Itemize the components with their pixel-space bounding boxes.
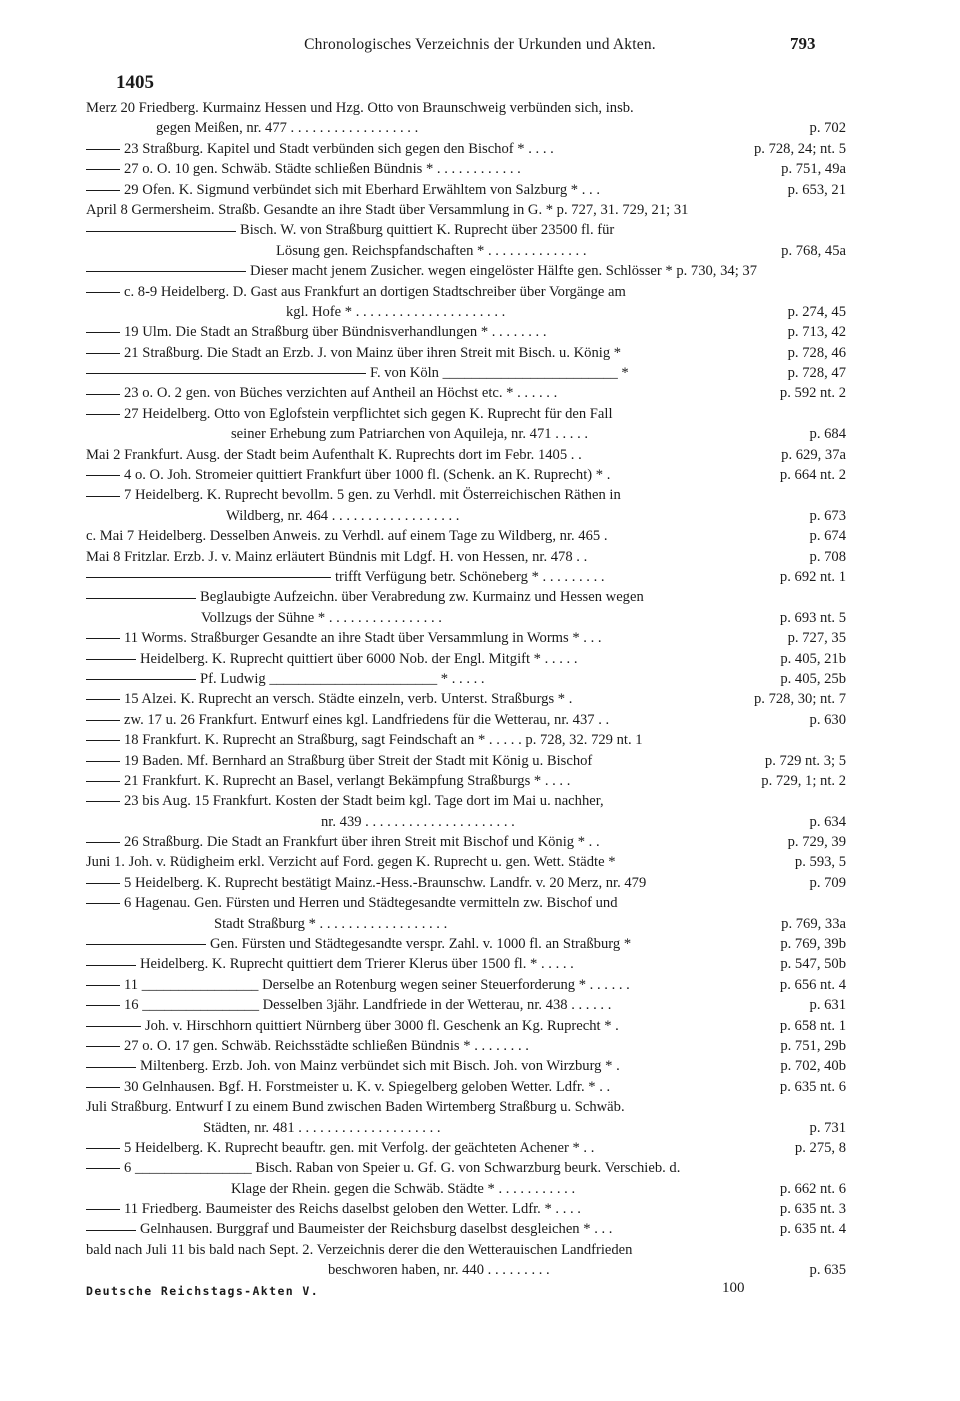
entry-text: 5 Heidelberg. K. Ruprecht beauftr. gen. mit Verfolg. der geächteten Achener * . . [124,1139,595,1156]
entry-text: Merz 20 Friedberg. Kurmainz Hessen und Hzg. Otto von Braunschweig verbünden sich, insb. [86,100,634,116]
page-reference: p. 731 [806,1118,846,1138]
ditto-rule [86,903,120,904]
entry-text: 7 Heidelberg. K. Ruprecht bevollm. 5 gen. zu Verhdl. mit Österreichischen Räthen in [124,487,621,504]
entry-text: Städten, nr. 481 . . . . . . . . . . . . . . . . . . . . [203,1119,441,1136]
ditto-rule [86,761,120,762]
entry-text: kgl. Hofe * . . . . . . . . . . . . . . . . . . . . . [286,303,506,320]
ditto-rule [86,638,120,639]
ditto-rule [86,1046,120,1047]
entry-line [86,995,846,1015]
ditto-rule [86,801,120,802]
page-reference: p. 768, 45a [777,241,846,261]
entry-line [86,1138,846,1158]
ditto-rule [86,1168,120,1169]
page-reference: p. 673 [806,506,846,526]
entry-line [86,445,846,465]
entry-text: Mai 8 Fritzlar. Erzb. J. v. Mainz erläutert Bündnis mit Ldgf. H. von Hessen, nr. 478 . . [86,548,588,565]
ditto-rule [86,577,331,578]
entry-line [86,261,846,281]
entry-text: Pf. Ludwig _______________________ * . . . . . [200,670,485,687]
entry-text: 11 ________________ Derselbe an Rotenburg wegen seiner Steuerforderung * . . . . . . [124,976,630,993]
page-reference: p. 751, 49a [777,159,846,179]
ditto-rule [86,149,120,150]
ditto-rule [86,271,246,272]
page-reference: p. 547, 50b [776,954,846,974]
ditto-rule [86,394,120,395]
ditto-rule [86,720,120,721]
entry-line [86,1179,846,1199]
entry-line [86,628,846,648]
ditto-rule [86,1026,141,1027]
entry-text: seiner Erhebung zum Patriarchen von Aquileja, nr. 471 . . . . . [231,426,589,443]
page-reference: p. 728, 46 [784,343,846,363]
entry-text: 5 Heidelberg. K. Ruprecht bestätigt Mainz.-Hess.-Braunschw. Landfr. v. 20 Merz, nr. 479 [124,874,647,891]
entry-text: 21 Frankfurt. K. Ruprecht an Basel, verlangt Bekämpfung Straßburgs * . . . . [124,772,571,789]
entry-text: beschworen haben, nr. 440 . . . . . . . . . [328,1262,550,1279]
page-reference: p. 635 nt. 3 [776,1199,846,1219]
page-reference: p. 702, 40b [776,1056,846,1076]
entry-text: nr. 439 . . . . . . . . . . . . . . . . . . . . . [321,813,515,830]
entry-text: c. Mai 7 Heidelberg. Desselben Anweis. zu Verhdl. auf einem Tage zu Wildberg, nr. 465 . [86,528,608,545]
entry-line [86,587,846,607]
entry-text: Bisch. W. von Straßburg quittiert K. Ruprecht über 23500 fl. für [240,222,615,239]
ditto-rule [86,1148,120,1149]
entry-line [86,1077,846,1097]
entry-text: 29 Ofen. K. Sigmund verbündet sich mit Eberhard Erwähltem von Salzburg * . . . [124,181,600,198]
page-reference: p. 728, 47 [784,363,846,383]
entry-line [86,424,846,444]
entry-text: Joh. v. Hirschhorn quittiert Nürnberg über 3000 fl. Geschenk an Kg. Ruprecht * . [145,1017,619,1034]
entry-text: 21 Straßburg. Die Stadt an Erzb. J. von Mainz über ihren Streit mit Bisch. u. König * [124,344,622,361]
entry-text: 30 Gelnhausen. Bgf. H. Forstmeister u. K. v. Spiegelberg geloben Wetter. Ldfr. * . . [124,1078,611,1095]
entry-line [86,669,846,689]
entry-line [86,485,846,505]
page-reference: p. 769, 39b [776,934,846,954]
entry-text: F. von Köln ________________________ * [370,365,629,382]
entry-line [86,1097,846,1117]
entry-line [86,567,846,587]
ditto-rule [86,598,196,599]
page-reference: p. 653, 21 [784,180,846,200]
entry-text: bald nach Juli 11 bis bald nach Sept. 2. Verzeichnis derer die den Wetterauischen Landfrieden [86,1241,633,1258]
entry-text: 4 o. O. Joh. Stromeier quittiert Frankfurt über 1000 fl. (Schenk. an K. Ruprecht) * . [124,467,611,484]
page-reference: p. 728, 30; nt. 7 [750,689,846,709]
entry-line [86,771,846,791]
page-reference: p. 593, 5 [791,852,846,872]
entry-text: trifft Verfügung betr. Schöneberg * . . . . . . . . . [335,568,605,585]
page-reference: p. 658 nt. 1 [776,1016,846,1036]
page-reference: p. 656 nt. 4 [776,975,846,995]
ditto-rule [86,190,120,191]
entry-text: gegen Meißen, nr. 477 . . . . . . . . . . . . . . . . . . [156,120,419,137]
page-reference: p. 635 nt. 4 [776,1219,846,1239]
page-reference: p. 275, 8 [791,1138,846,1158]
entry-line [86,1260,846,1280]
entry-text: 15 Alzei. K. Ruprecht an versch. Städte einzeln, verb. Unterst. Straßburgs * . [124,691,573,708]
page-reference: p. 728, 24; nt. 5 [750,139,846,159]
ditto-rule [86,699,120,700]
entry-text: 11 Friedberg. Baumeister des Reichs daselbst geloben den Wetter. Ldfr. * . . . . [124,1201,581,1218]
entry-line [86,363,846,383]
entry-text: Wildberg, nr. 464 . . . . . . . . . . . . . . . . . . [226,507,460,524]
page-reference: p. 693 nt. 5 [776,608,846,628]
ditto-rule [86,373,366,374]
ditto-rule [86,781,120,782]
entry-text: Stadt Straßburg * . . . . . . . . . . . . . . . . . . [214,915,448,932]
page-reference: p. 684 [806,424,846,444]
entry-text: Vollzugs der Sühne * . . . . . . . . . . . . . . . . [201,609,442,626]
entry-text: 19 Ulm. Die Stadt an Straßburg über Bündnisverhandlungen * . . . . . . . . [124,324,547,341]
entry-line [86,710,846,730]
entry-line [86,812,846,832]
entry-text: 18 Frankfurt. K. Ruprecht an Straßburg, sagt Feindschaft an * . . . . . p. 728, 32. 729 nt. 1 [124,732,643,749]
entry-line [86,1056,846,1076]
page-reference: p. 751, 29b [776,1036,846,1056]
entry-line [86,954,846,974]
entry-line [86,751,846,771]
entry-text: 6 ________________ Bisch. Raban von Speier u. Gf. G. von Schwarzburg beurk. Verschieb. d. [124,1160,681,1177]
ditto-rule [86,1230,136,1231]
page-reference: p. 631 [806,995,846,1015]
entry-line [86,893,846,913]
ditto-rule [86,332,120,333]
entry-line [86,649,846,669]
entry-line [86,791,846,811]
entry-line [86,200,846,220]
entry-text: Klage der Rhein. gegen die Schwäb. Städte * . . . . . . . . . . . [231,1180,576,1197]
page-reference: p. 634 [806,812,846,832]
entry-text: Juli Straßburg. Entwurf I zu einem Bund zwischen Baden Wirtemberg Straßburg u. Schwäb. [86,1099,625,1116]
ditto-rule [86,496,120,497]
entry-line [86,98,846,118]
entry-line [86,1158,846,1178]
entry-text: Lösung gen. Reichspfandschaften * . . . . . . . . . . . . . . [276,242,587,259]
ditto-rule [86,1067,136,1068]
entry-text: Juni 1. Joh. v. Rüdigheim erkl. Verzicht auf Ford. gegen K. Ruprecht u. gen. Wett. Städte * [86,854,616,871]
entry-line [86,730,846,750]
entry-line [86,1199,846,1219]
entry-text: Gelnhausen. Burggraf und Baumeister der Reichsburg daselbst desgleichen * . . . [140,1221,613,1238]
page-number: 793 [790,34,816,53]
entry-list [86,98,846,1281]
ditto-rule [86,679,196,680]
page-reference: p. 708 [806,547,846,567]
ditto-rule [86,842,120,843]
ditto-rule [86,740,120,741]
entry-text: 26 Straßburg. Die Stadt an Frankfurt über ihren Streit mit Bischof und König * . . [124,834,600,851]
entry-text: 27 o. O. 17 gen. Schwäb. Reichsstädte schließen Bündnis * . . . . . . . . [124,1037,529,1054]
entry-text: 6 Hagenau. Gen. Fürsten und Herren und Städtegesandte vermitteln zw. Bischof und [124,895,618,912]
ditto-rule [86,475,120,476]
entry-line [86,934,846,954]
entry-line [86,506,846,526]
entry-line [86,1016,846,1036]
ditto-rule [86,1087,120,1088]
entry-text: 19 Baden. Mf. Bernhard an Straßburg über Streit der Stadt mit König u. Bischof [124,752,593,769]
ditto-rule [86,985,120,986]
entry-line [86,1240,846,1260]
ditto-rule [86,353,120,354]
entry-line [86,873,846,893]
page-reference: p. 729, 1; nt. 2 [757,771,846,791]
entry-line [86,914,846,934]
entry-line [86,118,846,138]
ditto-rule [86,169,120,170]
ditto-rule [86,1005,120,1006]
page-reference: p. 274, 45 [784,302,846,322]
entry-text: c. 8-9 Heidelberg. D. Gast aus Frankfurt an dortigen Stadtschreiber über Vorgänge am [124,283,626,300]
entry-line [86,832,846,852]
page-reference: p. 592 nt. 2 [776,383,846,403]
entry-line [86,302,846,322]
entry-text: 11 Worms. Straßburger Gesandte an ihre Stadt über Versammlung in Worms * . . . [124,630,602,647]
entry-line [86,1036,846,1056]
entry-line [86,383,846,403]
page-reference: p. 729, 39 [784,832,846,852]
entry-text: Heidelberg. K. Ruprecht quittiert dem Trierer Klerus über 1500 fl. * . . . . . [140,956,574,973]
entry-text: zw. 17 u. 26 Frankfurt. Entwurf eines kgl. Landfriedens für die Wetterau, nr. 437 . . [124,711,610,728]
entry-line [86,322,846,342]
page-reference: p. 405, 25b [776,669,846,689]
page-reference: p. 662 nt. 6 [776,1179,846,1199]
entry-text: Mai 2 Frankfurt. Ausg. der Stadt beim Aufenthalt K. Ruprechts dort im Febr. 1405 . . [86,446,582,463]
footer-sheet-number: 100 [722,1280,745,1296]
ditto-rule [86,414,120,415]
year-heading: 1405 [116,72,154,93]
page-reference: p. 713, 42 [784,322,846,342]
page-reference: p. 769, 33a [777,914,846,934]
entry-line [86,343,846,363]
entry-line [86,975,846,995]
page-reference: p. 629, 37a [777,445,846,465]
entry-line [86,180,846,200]
entry-text: Dieser macht jenem Zusicher. wegen eingelöster Hälfte gen. Schlösser * p. 730, 34; 37 [250,263,757,280]
page-reference: p. 702 [806,118,846,138]
entry-text: 23 bis Aug. 15 Frankfurt. Kosten der Stadt beim kgl. Tage dort im Mai u. nachher, [124,793,604,810]
ditto-rule [86,1209,120,1210]
entry-text: Gen. Fürsten und Städtegesandte verspr. Zahl. v. 1000 fl. an Straßburg * [210,936,632,953]
ditto-rule [86,231,236,232]
entry-line [86,282,846,302]
ditto-rule [86,659,136,660]
entry-line [86,404,846,424]
page-reference: p. 729 nt. 3; 5 [761,751,846,771]
entry-line [86,852,846,872]
page-reference: p. 635 [806,1260,846,1280]
entry-text: Heidelberg. K. Ruprecht quittiert über 6000 Nob. der Engl. Mitgift * . . . . . [140,650,578,667]
entry-text: 23 Straßburg. Kapitel und Stadt verbünden sich gegen den Bischof * . . . . [124,140,554,157]
entry-line [86,139,846,159]
entry-line [86,689,846,709]
page-reference: p. 709 [806,873,846,893]
ditto-rule [86,883,120,884]
entry-text: April 8 Germersheim. Straßb. Gesandte an ihre Stadt über Versammlung in G. * p. 727, 31. 729, 21; 31 [86,201,689,218]
ditto-rule [86,292,120,293]
entry-text: 27 Heidelberg. Otto von Eglofstein verpflichtet sich gegen K. Ruprecht für den Fall [124,405,613,422]
page-reference: p. 664 nt. 2 [776,465,846,485]
running-head-title: Chronologisches Verzeichnis der Urkunden und Akten. [304,36,656,53]
entry-text: Beglaubigte Aufzeichn. über Verabredung zw. Kurmainz und Hessen wegen [200,589,644,606]
page-reference: p. 727, 35 [784,628,846,648]
entry-text: Miltenberg. Erzb. Joh. von Mainz verbündet sich mit Bisch. Joh. von Wirzburg * . [140,1058,620,1075]
page-reference: p. 692 nt. 1 [776,567,846,587]
entry-text: 23 o. O. 2 gen. von Büches verzichten auf Antheil an Höchst etc. * . . . . . . [124,385,558,402]
entry-line [86,526,846,546]
ditto-rule [86,965,136,966]
page-reference: p. 630 [806,710,846,730]
page-reference: p. 635 nt. 6 [776,1077,846,1097]
footer-series-title: Deutsche Reichstags-Akten V. [86,1284,320,1298]
entry-line [86,1118,846,1138]
page-reference: p. 674 [806,526,846,546]
entry-text: 16 ________________ Desselben 3jähr. Landfriede in der Wetterau, nr. 438 . . . . . . [124,997,612,1014]
entry-text: 27 o. O. 10 gen. Schwäb. Städte schließen Bündnis * . . . . . . . . . . . . [124,161,521,178]
entry-line [86,1219,846,1239]
ditto-rule [86,944,206,945]
entry-line [86,547,846,567]
entry-line [86,220,846,240]
entry-line [86,241,846,261]
page-reference: p. 405, 21b [776,649,846,669]
entry-line [86,608,846,628]
entry-line [86,159,846,179]
entry-line [86,465,846,485]
